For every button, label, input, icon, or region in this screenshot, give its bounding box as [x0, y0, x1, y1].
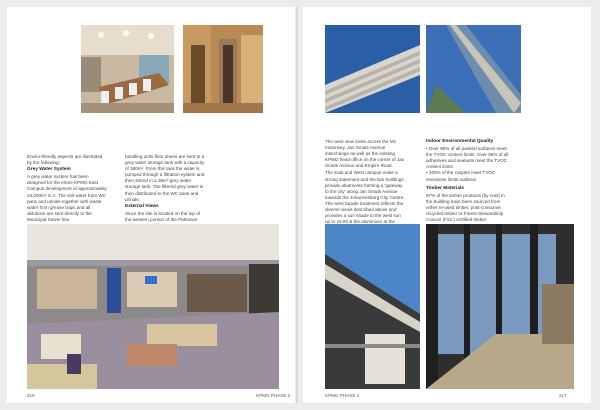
- left-page-number: 216: [27, 393, 35, 398]
- grey-water-paragraph-1: A grey water system has been designed for the entire KPMG East Campus development of approximately 24,000m² G.A. The soil water from WC pans and urinals together with waste water from grease traps and all ablutions are sent directly to the Municipal Sewer line.: [27, 174, 107, 222]
- right-column-1: [325, 139, 405, 232]
- right-column-2: [426, 139, 510, 224]
- timber-materials-heading: Timber Materials: [426, 185, 465, 191]
- cafeteria-lounge-photo: [27, 224, 279, 389]
- indoor-environmental-quality-heading: Indoor Environmental Quality: [426, 139, 494, 144]
- grey-water-heading: Grey Water System: [27, 167, 71, 173]
- left-running-title: KPMG PHASE 2: [256, 393, 291, 398]
- external-views-heading: External Views: [125, 203, 159, 209]
- west-facade-photo-2: [426, 25, 521, 113]
- grey-water-paragraph-3: handling units floor drains are sent to a grey water storage tank with a capacity of 360m³. From this tank the water is pumped through a filtration system and then stored in a 36m³ grey water storage tank. The filtered grey water is then distributed to the WC pans and urinals.: [125, 154, 205, 202]
- glass-corridor-photo: [426, 224, 574, 389]
- facade-walkway-photo: [325, 224, 420, 389]
- right-page: [303, 7, 591, 403]
- campus-statement-paragraph: The East and West campus make a strong statement and the two buildings provide abutments forming a 'gateway to the city' along Jan Smuts Avenue towards the Johannesburg City Centre. The west façade treatment reflects the diverse views described above and provides a sun shade to the west sun up to 16:00 & the aluminium at the: [325, 170, 405, 225]
- lobby-photo: [183, 25, 263, 113]
- west-facade-photo-1: [325, 25, 420, 113]
- left-page: [7, 7, 295, 403]
- ieq-bullet: • Over 95% of all painted surfaces meet the TVOC content limits. Over 95% of all adhesives and sealants meet the TVOC content limits.: [426, 146, 509, 170]
- right-running-title: KPMG PHASE 2: [325, 393, 360, 398]
- timber-materials-paragraph: 97% of the timber products (by cost) in the building have been sourced from either re-used timber, post-consumer recycled timber or Forest Stewardship Council (FSC) certified timber.: [426, 192, 505, 223]
- west-view-paragraph: The west view looks across the M1 motorway, Jan Smuts Avenue interchange as well as the existing KPMG head office on the corner of Jan Smuts Avenue and Empire Road.: [325, 139, 405, 169]
- right-page-number: 217: [559, 393, 567, 398]
- ieq-bullet: • 100% of the carpets meet TVOC emissions limits outlined.: [426, 170, 496, 182]
- intro-text: Enviro-friendly aspects are illustrated by the following:: [27, 154, 103, 166]
- ieq-bullet-list: [426, 146, 510, 183]
- conference-room-photo: [81, 25, 174, 113]
- spine-gutter: [296, 7, 298, 403]
- external-views-paragraph: Since the site is located on the top of the western portion of the Parktown: [125, 210, 201, 222]
